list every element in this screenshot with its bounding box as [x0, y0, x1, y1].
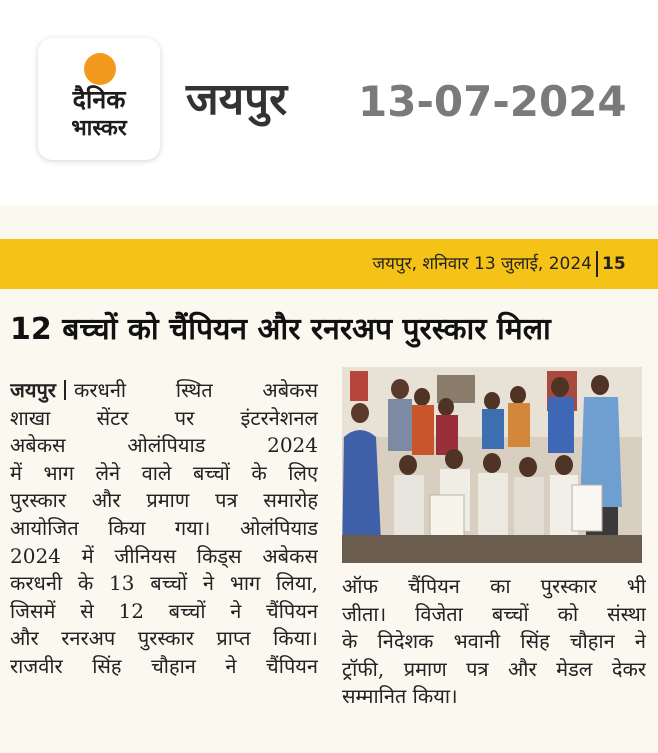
- article-line: राजवीर सिंह चौहान ने चैंपियन: [10, 653, 318, 678]
- logo-text-line1: दैनिक: [72, 85, 126, 114]
- article-line: के निदेशक भवानी सिंह चौहान ने: [342, 629, 646, 654]
- article-line: पुरस्कार और प्रमाण पत्र समारोह: [10, 488, 318, 513]
- newspaper-clipping: [0, 205, 658, 753]
- article-line: करधनी के 13 बच्चों ने भाग लिया,: [10, 571, 318, 596]
- article-line: अबेकस ओलंपियाड 2024: [10, 433, 318, 458]
- article-line: सम्मानित किया।: [342, 684, 458, 709]
- article-line: जयपुर करधनी स्थित अबेकस: [10, 378, 318, 402]
- edition-date: 13-07-2024: [358, 77, 627, 126]
- article-dateline: जयपुर: [10, 378, 56, 402]
- article-line: ऑफ चैंपियन का पुरस्कार भी: [342, 574, 646, 598]
- article-line: जिसमें से 12 बच्चों ने चैंपियन: [10, 598, 318, 623]
- dateline-separator: [596, 251, 598, 277]
- sun-icon: [84, 53, 116, 85]
- article-line: जीता। विजेता बच्चों को संस्था: [342, 601, 646, 626]
- page-number: 15: [602, 254, 626, 274]
- dainik-bhaskar-logo: [38, 38, 160, 160]
- article-headline: 12 बच्चों को चैंपियन और रनरअप पुरस्कार मिला: [10, 312, 551, 347]
- article-line: और रनरअप पुरस्कार प्राप्त किया।: [10, 626, 318, 651]
- share-header: [0, 0, 658, 205]
- article-line: में भाग लेने वाले बच्चों के लिए: [10, 460, 318, 485]
- logo-text-line2: भास्कर: [71, 116, 127, 141]
- award-ceremony-photo: [342, 367, 642, 563]
- article-line: ट्रॉफी, प्रमाण पत्र और मेडल देकर: [342, 656, 646, 681]
- article-line: 2024 में जीनियस किड्स अबेकस: [10, 543, 318, 568]
- article-column-left: [10, 377, 318, 681]
- photo-illustration: [342, 367, 642, 563]
- article-line: शाखा सेंटर पर इंटरनेशनल: [10, 405, 318, 430]
- article-column-right: [342, 573, 646, 711]
- article-line: आयोजित किया गया। ओलंपियाड: [10, 515, 318, 540]
- dateline-divider: [64, 380, 66, 400]
- edition-city: जयपुर: [186, 74, 288, 125]
- page-dateline: जयपुर, शनिवार 13 जुलाई, 2024: [372, 254, 592, 274]
